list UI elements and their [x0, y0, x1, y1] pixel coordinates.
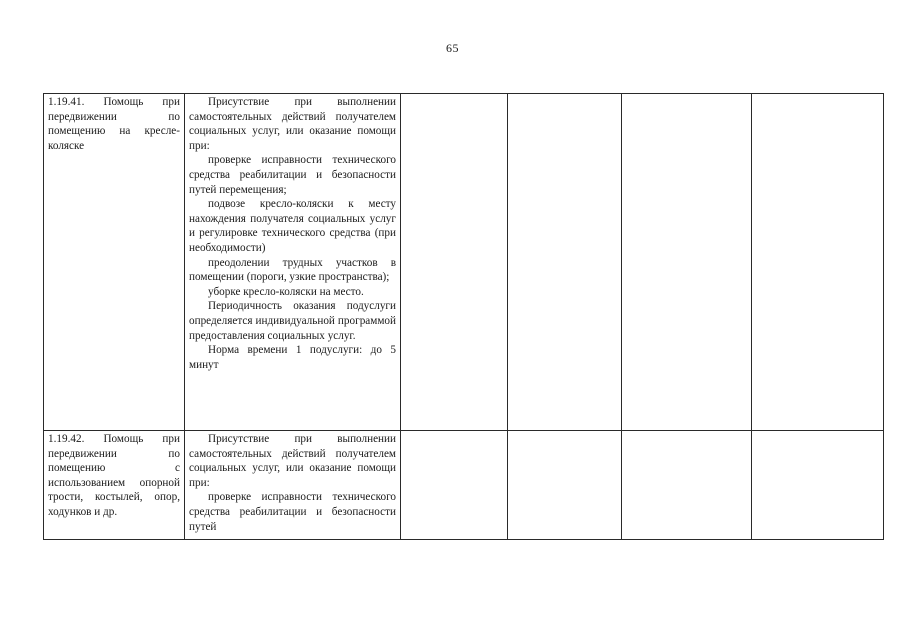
empty-cell — [622, 431, 752, 540]
empty-cell — [508, 94, 622, 431]
description-paragraph: уборке кресло-коляски на место. — [208, 285, 364, 298]
service-name-cell — [44, 431, 185, 540]
description-paragraph: проверке исправности технического средства реабилитации и безопасности путей перемещения; — [189, 154, 396, 196]
empty-cell — [622, 94, 752, 431]
description-paragraph: Периодичность оказания подуслуги определяется индивидуальной программой предоставления социальных услуг. — [189, 300, 396, 342]
description-paragraph: Присутствие при выполнении самостоятельных действий получателем социальных услуг, или оказание помощи при: — [189, 433, 396, 489]
empty-cell — [752, 94, 884, 431]
table-row — [44, 431, 884, 540]
service-name: 1.19.41. Помощь при передвижении по помещению на кресле-коляске — [48, 96, 180, 152]
empty-cell — [508, 431, 622, 540]
service-name: 1.19.42. Помощь при передвижении по помещению с использованием опорной трости, костылей, опор, ходунков и др. — [48, 433, 180, 518]
services-table — [43, 93, 884, 540]
empty-cell — [401, 94, 508, 431]
description-paragraph: проверке исправности технического средства реабилитации и безопасности путей — [189, 491, 396, 533]
empty-cell — [752, 431, 884, 540]
page-number: 65 — [446, 41, 459, 55]
description-paragraph: подвозе кресло-коляски к месту нахождения получателя социальных услуг и регулировке технического средства (при необходимости) — [189, 198, 396, 254]
service-name-cell — [44, 94, 185, 431]
description-paragraph: Норма времени 1 подуслуги: до 5 минут — [189, 344, 396, 371]
service-description-cell — [185, 94, 401, 431]
service-description-cell — [185, 431, 401, 540]
table-row — [44, 94, 884, 431]
empty-cell — [401, 431, 508, 540]
description-paragraph: преодолении трудных участков в помещении (пороги, узкие пространства); — [189, 256, 396, 284]
description-paragraph: Присутствие при выполнении самостоятельных действий получателем социальных услуг, или оказание помощи при: — [189, 96, 396, 152]
